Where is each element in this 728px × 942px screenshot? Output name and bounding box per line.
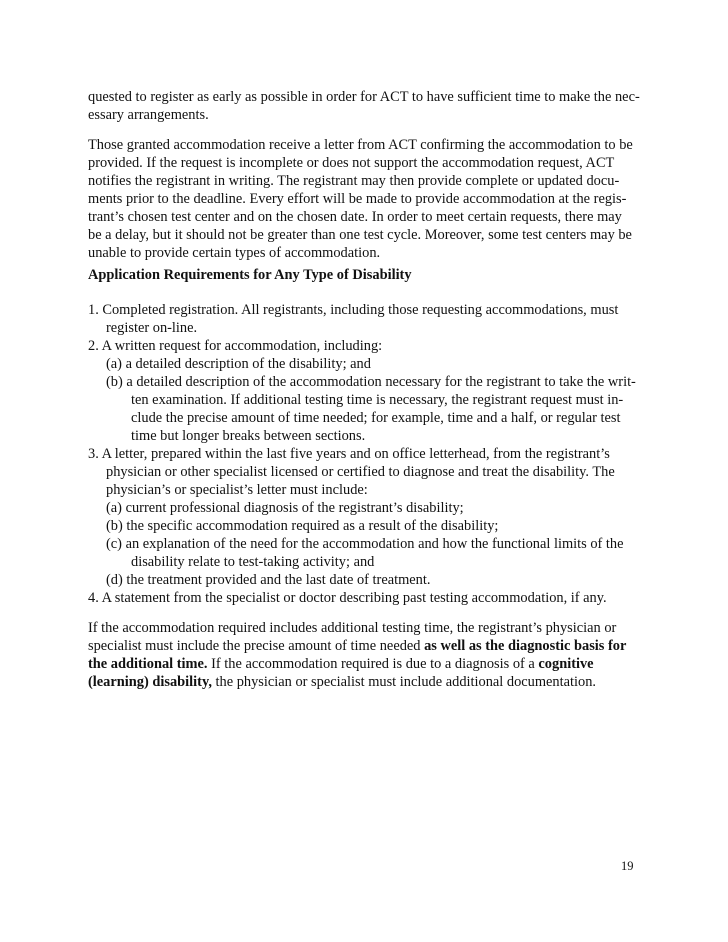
paragraph-2-line-4: ments prior to the deadline. Every effort will be made to provide accommodation at the regis- — [88, 191, 627, 207]
list-line: disability relate to test-taking activity; and — [131, 554, 375, 570]
list-line: physician or other specialist licensed or certified to diagnose and treat the disability. The — [106, 464, 615, 480]
list-line: (c) an explanation of the need for the accommodation and how the functional limits of the — [106, 536, 624, 552]
list-line: (a) current professional diagnosis of the registrant’s disability; — [106, 500, 464, 516]
list-line: clude the precise amount of time needed; for example, time and a half, or regular test — [131, 410, 621, 426]
text-run: the physician or specialist must include additional documentation. — [211, 674, 597, 690]
paragraph-2-line-1: Those granted accommodation receive a letter from ACT confirming the accommodation to be — [88, 137, 633, 153]
final-paragraph-line-4 — [88, 673, 596, 691]
paragraph-1-line-2: essary arrangements. — [88, 107, 209, 123]
list-line: (a) a detailed description of the disability; and — [106, 356, 371, 372]
list-line: register on-line. — [106, 320, 198, 336]
list-line: 1. Completed registration. All registrants, including those requesting accommodations, must — [88, 302, 619, 318]
list-line: 4. A statement from the specialist or doctor describing past testing accommodation, if any. — [88, 590, 607, 606]
final-paragraph-line-3 — [88, 655, 594, 673]
text-run: specialist must include the precise amount of time needed — [88, 638, 425, 654]
list-line: physician’s or specialist’s letter must include: — [106, 482, 368, 498]
list-line: ten examination. If additional testing time is necessary, the registrant request must in- — [131, 392, 624, 408]
bold-text-run: the additional time. — [88, 656, 208, 672]
final-paragraph-line-1: If the accommodation required includes additional testing time, the registrant’s physician or — [88, 620, 617, 636]
paragraph-2-line-7: unable to provide certain types of accommodation. — [88, 245, 381, 261]
final-paragraph-line-2 — [88, 637, 626, 655]
bold-text-run: (learning) disability, — [88, 674, 212, 690]
paragraph-1-line-1: quested to register as early as possible in order for ACT to have sufficient time to make the nec- — [88, 89, 640, 105]
list-line: time but longer breaks between sections. — [131, 428, 366, 444]
text-run: If the accommodation required is due to a diagnosis of a — [207, 656, 539, 672]
page-number: 19 — [621, 859, 634, 873]
list-line: (b) a detailed description of the accommodation necessary for the registrant to take the writ- — [106, 374, 636, 390]
list-line: (d) the treatment provided and the last date of treatment. — [106, 572, 431, 588]
bold-text-run: cognitive — [538, 656, 594, 672]
paragraph-2-line-3: notifies the registrant in writing. The registrant may then provide complete or updated docu- — [88, 173, 620, 189]
section-heading: Application Requirements for Any Type of Disability — [88, 267, 412, 283]
list-line: (b) the specific accommodation required as a result of the disability; — [106, 518, 499, 534]
bold-text-run: as well as the diagnostic basis for — [424, 638, 627, 654]
paragraph-2-line-6: be a delay, but it should not be greater than one test cycle. Moreover, some test centers may be — [88, 227, 632, 243]
list-line: 2. A written request for accommodation, including: — [88, 338, 383, 354]
list-line: 3. A letter, prepared within the last five years and on office letterhead, from the registrant’s — [88, 446, 610, 462]
paragraph-2-line-5: trant’s chosen test center and on the chosen date. In order to meet certain requests, there may — [88, 209, 622, 225]
paragraph-2-line-2: provided. If the request is incomplete or does not support the accommodation request, ACT — [88, 155, 615, 171]
